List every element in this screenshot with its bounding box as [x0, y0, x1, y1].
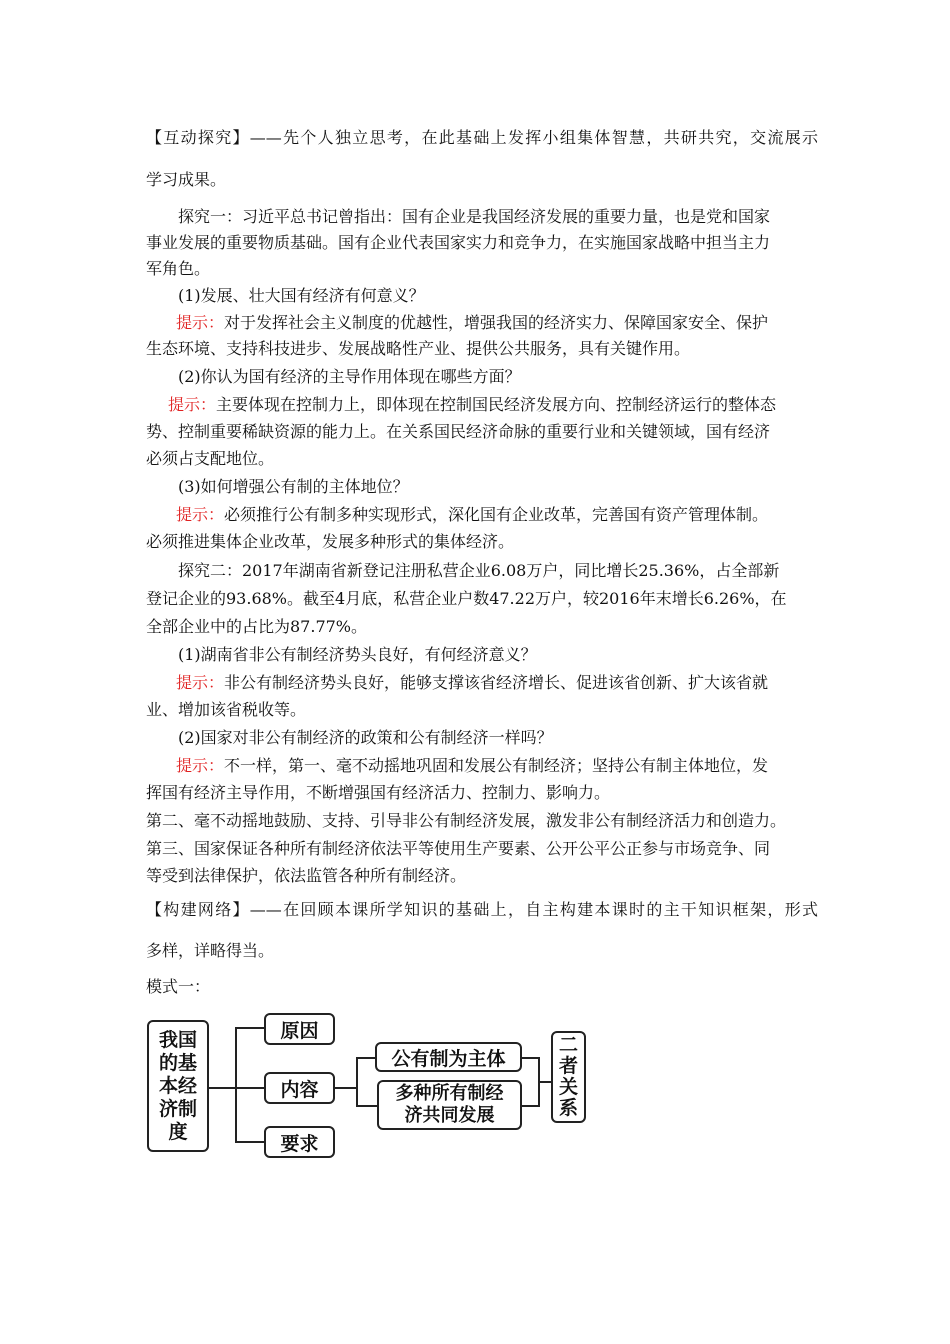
connector	[208, 1087, 236, 1089]
root-text: 度	[168, 1120, 188, 1143]
inquiry2-answer-2-cont: 第二、毫不动摇地鼓励、支持、引导非公有制经济发展，激发非公有制经济活力和创造力。	[146, 811, 787, 830]
connector	[235, 1027, 265, 1029]
inquiry1-question-2: (2)你认为国有经济的主导作用体现在哪些方面？	[178, 367, 521, 386]
root-text: 我国	[158, 1028, 197, 1051]
hint-label: 提示：	[176, 756, 225, 775]
relation-text: 系	[558, 1097, 578, 1119]
inquiry2-answer-2-cont: 等受到法律保护，依法监管各种所有制经济。	[146, 866, 467, 885]
mode-label: 模式一：	[146, 977, 211, 996]
inquiry1-intro-line: 军角色。	[146, 259, 211, 278]
relation-node	[551, 1031, 586, 1123]
root-text: 本经	[158, 1074, 197, 1097]
inquiry1-intro-line: 事业发展的重要物质基础。国有企业代表国家实力和竞争力，在实施国家战略中担当主力	[146, 233, 771, 252]
connector	[538, 1081, 552, 1083]
explore-header-cont: 学习成果。	[146, 170, 227, 189]
connector	[235, 1027, 237, 1143]
reason-node: 原因	[264, 1013, 335, 1045]
connector	[521, 1105, 539, 1107]
inquiry1-answer-2-cont: 必须占支配地位。	[146, 449, 275, 468]
inquiry2-question-2: (2)国家对非公有制经济的政策和公有制经济一样吗？	[178, 728, 553, 747]
inquiry2-answer-1	[176, 673, 818, 693]
mixed-text: 济共同发展	[404, 1105, 495, 1126]
connector	[235, 1087, 265, 1089]
answer-text: 非公有制经济势头良好，能够支撑该省经济增长、促进该省创新、扩大该省就	[224, 673, 769, 692]
inquiry2-answer-1-cont: 业、增加该省税收等。	[146, 700, 307, 719]
root-text: 的基	[158, 1051, 197, 1074]
hint-label: 提示：	[176, 673, 225, 692]
network-header-cont: 多样，详略得当。	[146, 941, 275, 960]
connector	[335, 1087, 357, 1089]
requirement-node: 要求	[264, 1126, 335, 1158]
connector	[356, 1057, 358, 1107]
answer-text: 主要体现在控制力上，即体现在控制国民经济发展方向、控制经济运行的整体态	[216, 395, 777, 414]
inquiry1-question-3: (3)如何增强公有制的主体地位？	[178, 477, 409, 496]
inquiry1-answer-1-cont: 生态环境、支持科技进步、发展战略性产业、提供公共服务，具有关键作用。	[146, 339, 691, 358]
relation-text: 二	[558, 1034, 578, 1056]
root-node	[147, 1020, 209, 1152]
mixed-text: 多种所有制经	[395, 1083, 504, 1104]
inquiry1-answer-3-cont: 必须推进集体企业改革，发展多种形式的集体经济。	[146, 532, 515, 551]
inquiry1-question-1: (1)发展、壮大国有经济有何意义？	[178, 286, 425, 305]
inquiry1-answer-3	[176, 505, 818, 525]
connector	[521, 1057, 539, 1059]
inquiry2-intro-line: 全部企业中的占比为87.77%。	[146, 617, 368, 636]
inquiry1-answer-2	[168, 395, 818, 415]
inquiry1-intro-line: 探究一：习近平总书记曾指出：国有企业是我国经济发展的重要力量，也是党和国家	[178, 207, 771, 226]
inquiry1-answer-1	[176, 313, 818, 333]
inquiry2-question-1: (1)湖南省非公有制经济势头良好，有何经济意义？	[178, 645, 537, 664]
public-ownership-node: 公有制为主体	[375, 1042, 522, 1072]
inquiry2-intro-line: 探究二：2017年湖南省新登记注册私营企业6.08万户，同比增长25.36%，占全部新	[178, 561, 780, 580]
relation-text: 者	[558, 1055, 578, 1077]
inquiry1-answer-2-cont: 势、控制重要稀缺资源的能力上。在关系国民经济命脉的重要行业和关键领域，国有经济	[146, 422, 771, 441]
inquiry2-answer-2-cont: 挥国有经济主导作用，不断增强国有经济活力、控制力、影响力。	[146, 783, 611, 802]
inquiry2-answer-2	[176, 756, 818, 776]
relation-text: 关	[558, 1076, 578, 1098]
connector	[356, 1057, 376, 1059]
answer-text: 对于发挥社会主义制度的优越性，增强我国的经济实力、保障国家安全、保护	[224, 313, 769, 332]
network-header: 【构建网络】——在回顾本课所学知识的基础上，自主构建本课时的主干知识框架，形式	[146, 900, 818, 919]
hint-label: 提示：	[168, 395, 217, 414]
explore-header: 【互动探究】——先个人独立思考，在此基础上发挥小组集体智慧，共研共究，交流展示	[146, 128, 818, 147]
hint-label: 提示：	[176, 313, 225, 332]
connector	[235, 1141, 265, 1143]
content-node: 内容	[264, 1072, 335, 1104]
answer-text: 必须推行公有制多种实现形式，深化国有企业改革，完善国有资产管理体制。	[224, 505, 769, 524]
inquiry2-answer-2-cont: 第三、国家保证各种所有制经济依法平等使用生产要素、公开公平公正参与市场竞争、同	[146, 839, 771, 858]
hint-label: 提示：	[176, 505, 225, 524]
inquiry2-intro-line: 登记企业的93.68%。截至4月底，私营企业户数47.22万户，较2016年末增长6.26%，在	[146, 589, 787, 608]
mixed-ownership-node	[377, 1080, 522, 1130]
answer-text: 不一样，第一、毫不动摇地巩固和发展公有制经济；坚持公有制主体地位，发	[224, 756, 769, 775]
root-text: 济制	[158, 1097, 197, 1120]
connector	[356, 1105, 378, 1107]
